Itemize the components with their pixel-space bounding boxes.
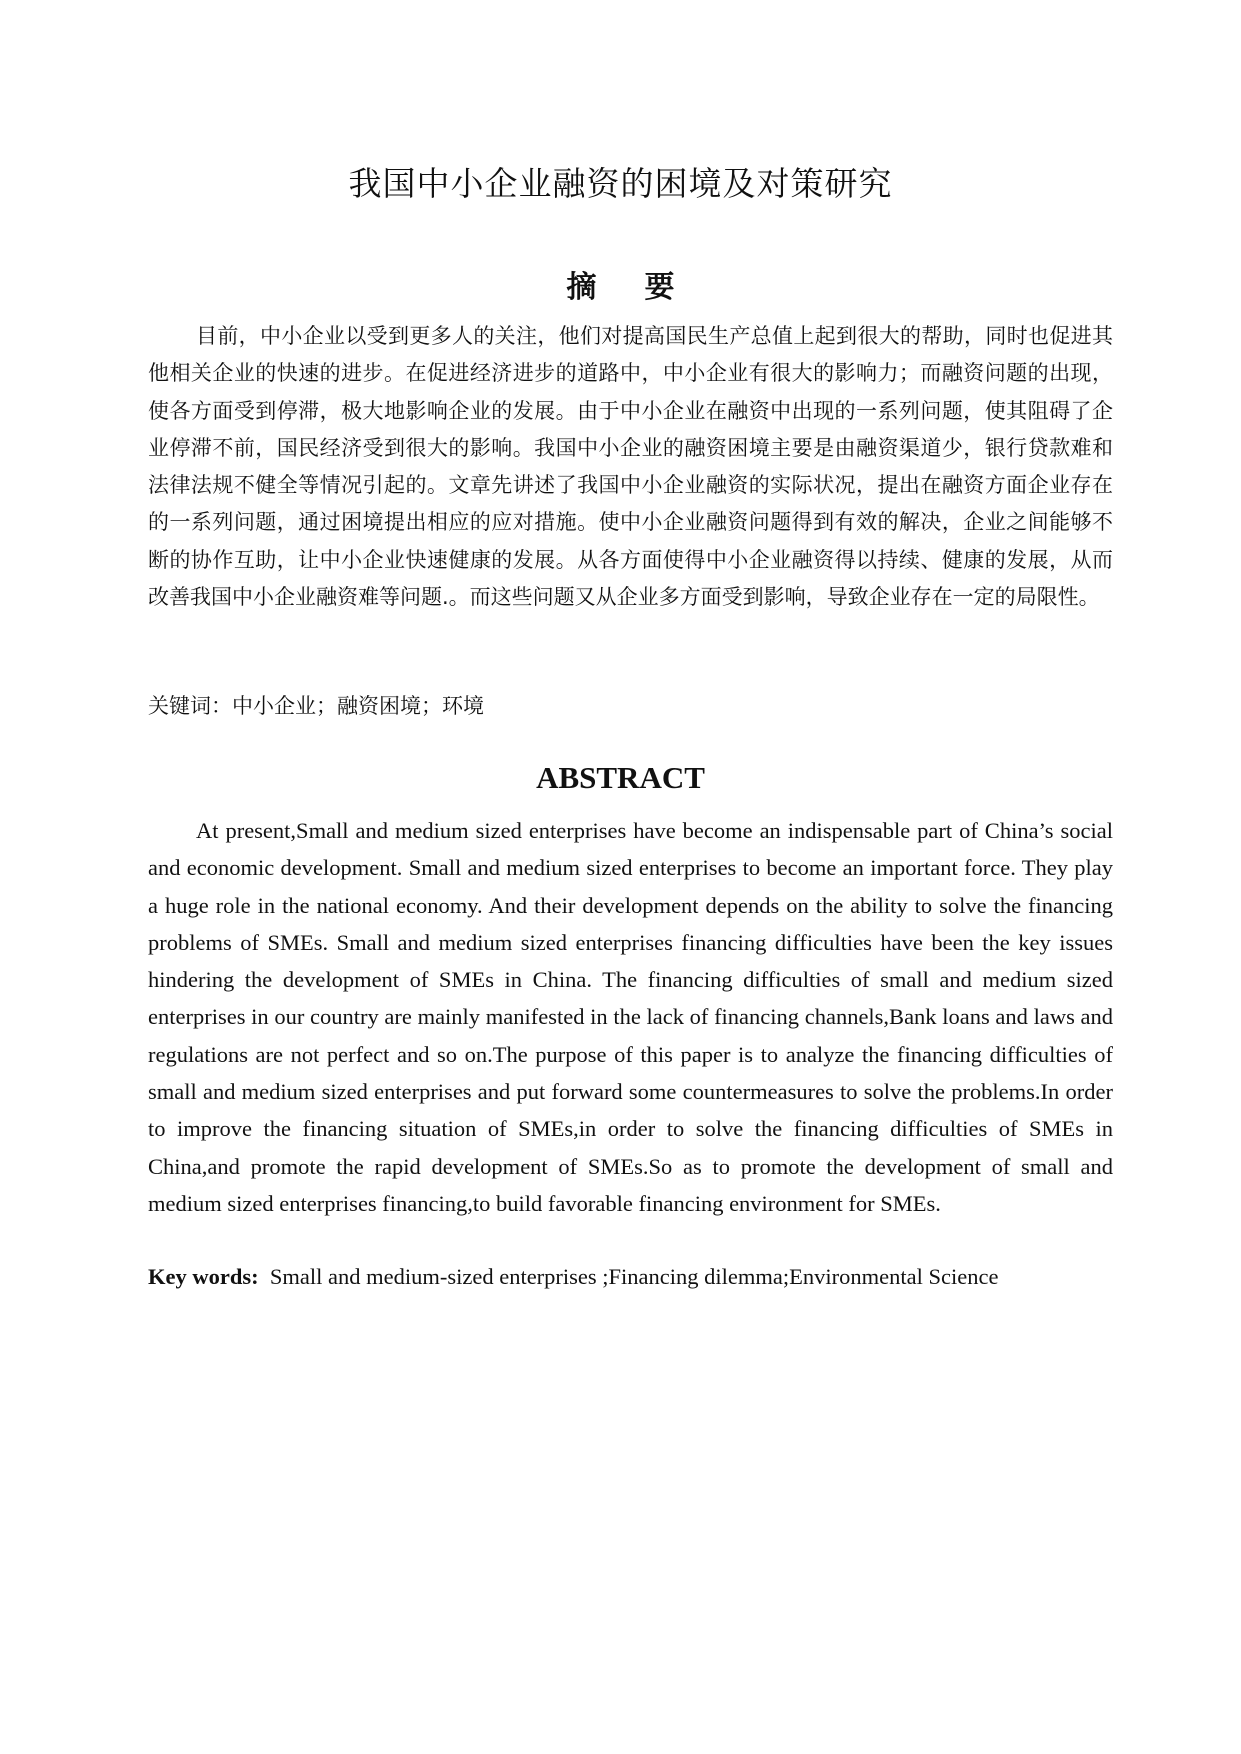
en-abstract-body: At present,Small and medium sized enterprises have become an indispensable part of China’s social and economic development. Small and medium sized enterprises to become an important force. They play a huge role in the national economy. And their development depends on the ability to solve the financing problems of SMEs. Small and medium sized enterprises financing difficulties have been the key issues hindering the development of SMEs in China. The financing difficulties of small and medium sized enterprises in our country are mainly manifested in the lack of financing channels,Bank loans and laws and regulations are not perfect and so on.The purpose of this paper is to analyze the financing difficulties of small and medium sized enterprises and put forward some countermeasures to solve the problems.In order to improve the financing situation of SMEs,in order to solve the financing difficulties of SMEs in China,and promote the rapid development of SMEs.So as to promote the development of small and medium sized enterprises financing,to build favorable financing environment for SMEs. (148, 818, 1113, 1216)
cn-keywords-label: 关键词： (148, 694, 232, 718)
en-keywords (148, 1258, 1148, 1295)
en-keywords-label: Key words: (148, 1264, 259, 1289)
cn-keywords (148, 688, 1113, 725)
cn-abstract-heading-char-2: 要 (644, 270, 675, 305)
cn-keywords-text: 中小企业；融资困境；环境 (232, 694, 484, 718)
cn-abstract-heading-char-1: 摘 (566, 270, 597, 305)
en-abstract-heading: ABSTRACT (536, 760, 705, 795)
en-keywords-text: Small and medium-sized enterprises ;Financing dilemma;Environmental Science (269, 1264, 999, 1289)
cn-abstract-heading (0, 262, 1241, 306)
cn-abstract-body: 目前，中小企业以受到更多人的关注，他们对提高国民生产总值上起到很大的帮助，同时也促进其他相关企业的快速的进步。在促进经济进步的道路中，中小企业有很大的影响力；而融资问题的出现，使各方面受到停滞，极大地影响企业的发展。由于中小企业在融资中出现的一系列问题，使其阻碍了企业停滞不前，国民经济受到很大的影响。我国中小企业的融资困境主要是由融资渠道少，银行贷款难和法律法规不健全等情况引起的。文章先讲述了我国中小企业融资的实际状况，提出在融资方面企业存在的一系列问题，通过困境提出相应的应对措施。使中小企业融资问题得到有效的解决，企业之间能够不断的协作互助，让中小企业快速健康的发展。从各方面使得中小企业融资得以持续、健康的发展，从而改善我国中小企业融资难等问题.。而这些问题又从企业多方面受到影响，导致企业存在一定的局限性。 (148, 324, 1113, 610)
paper-title: 我国中小企业融资的困境及对策研究 (348, 164, 893, 203)
